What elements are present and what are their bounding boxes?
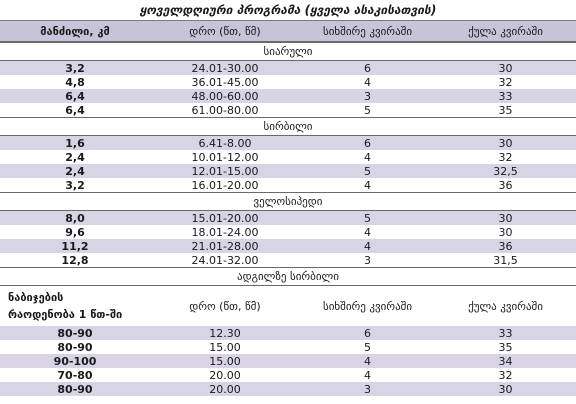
cell-time: 12.30: [209, 326, 241, 340]
cell-frequency: 4: [364, 239, 371, 253]
table-row: [0, 136, 576, 150]
cell-points: 35: [498, 340, 513, 354]
cell-frequency: 3: [364, 253, 371, 267]
cell-frequency: 4: [364, 150, 371, 164]
cell-time: 15.01-20.00: [191, 211, 259, 225]
cell-frequency: 6: [364, 61, 371, 75]
cell-time: 24.01-32.00: [191, 253, 259, 267]
cell-time: 15.00: [209, 354, 241, 368]
cell-frequency: 4: [364, 178, 371, 192]
table-row: [0, 368, 576, 382]
cell-frequency: 4: [364, 225, 371, 239]
cell-points: 30: [498, 136, 513, 150]
sub-header-steps-line2: რაოდენობა 1 წთ-ში: [8, 308, 123, 321]
table-row: [0, 75, 576, 89]
cell-points: 32,5: [493, 164, 518, 178]
cell-points: 33: [498, 89, 513, 103]
cell-time: 12.01-15.00: [191, 164, 259, 178]
cell-points: 30: [498, 211, 513, 225]
cell-frequency: 4: [364, 368, 371, 382]
cell-points: 34: [498, 354, 513, 368]
cell-frequency: 6: [364, 326, 371, 340]
cell-distance: 4,8: [65, 75, 85, 89]
sub-header-time: დრო (წთ, წმ): [189, 299, 261, 313]
cell-points: 30: [498, 382, 513, 396]
cell-time: 61.00-80.00: [191, 103, 259, 117]
table-row: [0, 340, 576, 354]
cell-distance: 12,8: [61, 253, 89, 267]
table-title: ყოველდღიური პროგრამა (ყველა ასაკისათვის): [0, 0, 576, 21]
cell-time: 18.01-24.00: [191, 225, 259, 239]
cell-distance: 6,4: [65, 103, 85, 117]
cell-frequency: 5: [364, 211, 371, 225]
cell-time: 15.00: [209, 340, 241, 354]
cell-distance: 9,6: [65, 225, 85, 239]
cell-steps: 90-100: [53, 354, 97, 368]
cell-steps: 70-80: [57, 368, 93, 382]
section-title-running-in-place: ადგილზე სირბილი: [0, 267, 576, 286]
cell-points: 36: [498, 178, 513, 192]
table-row: [0, 103, 576, 117]
sub-header-steps-line1: ნაბიჯების: [8, 291, 64, 304]
cell-points: 35: [498, 103, 513, 117]
cell-points: 33: [498, 326, 513, 340]
cell-points: 32: [498, 150, 513, 164]
cell-time: 36.01-45.00: [191, 75, 259, 89]
cell-time: 48.00-60.00: [191, 89, 259, 103]
cell-distance: 8,0: [65, 211, 85, 225]
cell-frequency: 6: [364, 136, 371, 150]
cell-distance: 11,2: [61, 239, 89, 253]
cell-points: 31,5: [493, 253, 518, 267]
section-title-running: სირბილი: [0, 117, 576, 136]
table-row: [0, 89, 576, 103]
cell-distance: 3,2: [65, 61, 85, 75]
table-row: [0, 253, 576, 267]
cell-steps: 80-90: [57, 340, 93, 354]
cell-distance: 2,4: [65, 164, 85, 178]
cell-steps: 80-90: [57, 326, 93, 340]
cell-points: 30: [498, 61, 513, 75]
cell-steps: 80-90: [57, 382, 93, 396]
table-row: [0, 178, 576, 192]
column-header-points: ქულა კვირაში: [468, 24, 543, 38]
cell-frequency: 4: [364, 354, 371, 368]
section-title-walking: სიარული: [0, 42, 576, 61]
cell-time: 20.00: [209, 368, 241, 382]
section-title-cycling: ველოსიპედი: [0, 192, 576, 211]
table-row: [0, 354, 576, 368]
cell-frequency: 5: [364, 164, 371, 178]
cell-time: 16.01-20.00: [191, 178, 259, 192]
column-header-time: დრო (წთ, წმ): [189, 24, 261, 38]
cell-time: 21.01-28.00: [191, 239, 259, 253]
cell-frequency: 4: [364, 75, 371, 89]
table-row: [0, 382, 576, 396]
cell-points: 32: [498, 75, 513, 89]
cell-time: 10.01-12.00: [191, 150, 259, 164]
sub-header-points: ქულა კვირაში: [468, 299, 543, 313]
sub-header-steps: [0, 289, 150, 323]
cell-distance: 3,2: [65, 178, 85, 192]
table-row: [0, 150, 576, 164]
cell-points: 36: [498, 239, 513, 253]
cell-time: 20.00: [209, 382, 241, 396]
cell-distance: 1,6: [65, 136, 85, 150]
table-row: [0, 239, 576, 253]
column-header-row: [0, 21, 576, 42]
cell-time: 6.41-8.00: [198, 136, 252, 150]
table-row: [0, 61, 576, 75]
cell-points: 30: [498, 225, 513, 239]
cell-frequency: 3: [364, 382, 371, 396]
column-header-frequency: სიხშირე კვირაში: [322, 24, 413, 38]
cell-frequency: 3: [364, 89, 371, 103]
cell-points: 32: [498, 368, 513, 382]
sub-header-frequency: სიხშირე კვირაში: [322, 299, 413, 313]
table-row: [0, 211, 576, 225]
table-row: [0, 164, 576, 178]
table-row: [0, 326, 576, 340]
cell-time: 24.01-30.00: [191, 61, 259, 75]
cell-distance: 6,4: [65, 89, 85, 103]
cell-frequency: 5: [364, 103, 371, 117]
column-header-distance: მანძილი, კმ: [40, 24, 110, 38]
cell-distance: 2,4: [65, 150, 85, 164]
table-row: [0, 225, 576, 239]
cell-frequency: 5: [364, 340, 371, 354]
sub-header-row: [0, 286, 576, 326]
